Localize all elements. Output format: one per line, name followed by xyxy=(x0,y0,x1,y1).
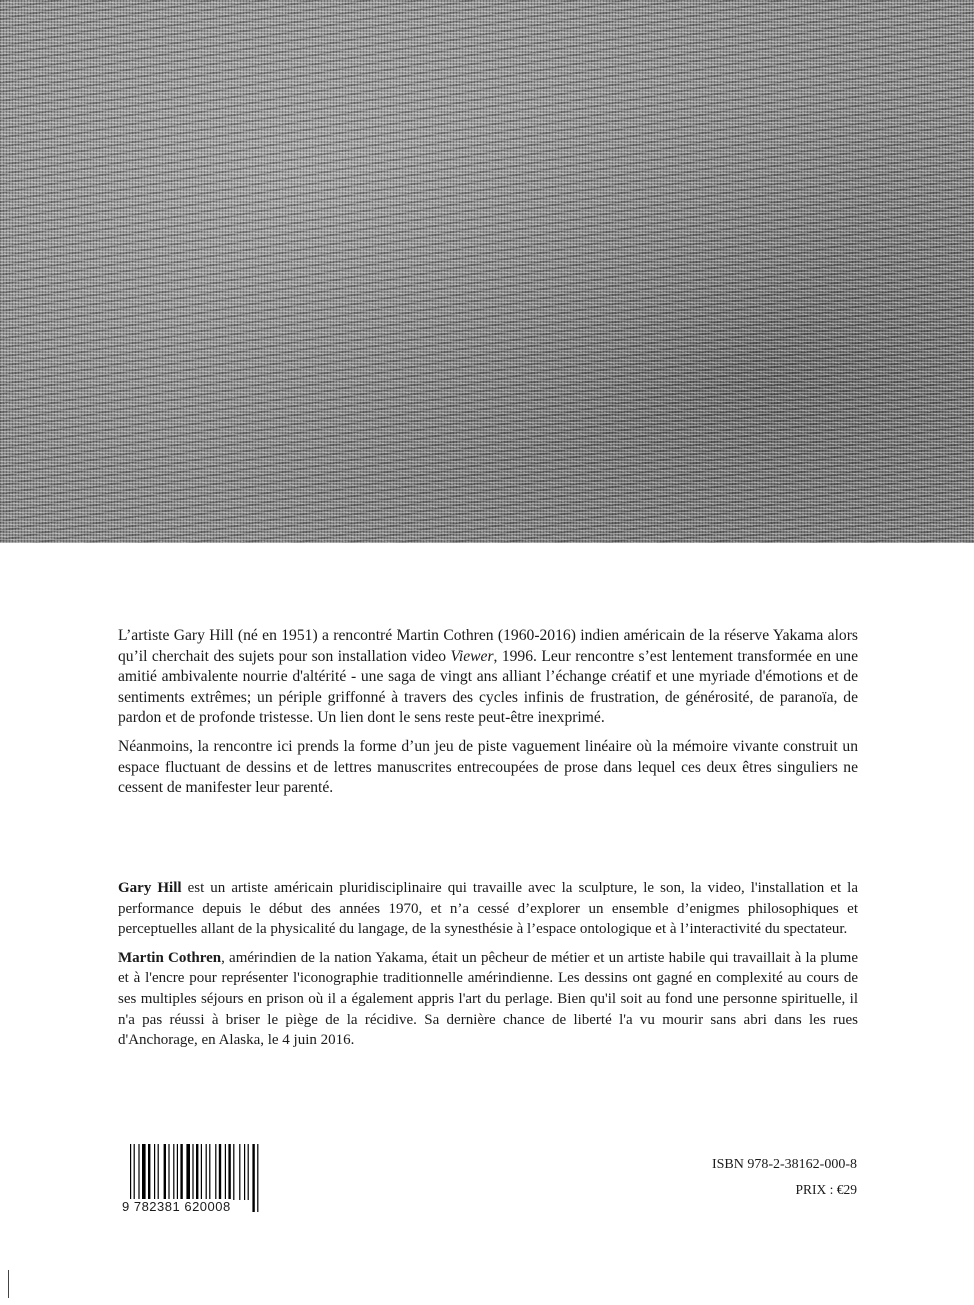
barcode-bar xyxy=(173,1144,174,1200)
bio-martin-cothren xyxy=(118,948,858,1051)
barcode-bar xyxy=(192,1144,193,1200)
barcode-bar xyxy=(215,1144,216,1200)
barcode-bar xyxy=(148,1144,150,1200)
barcode-bar xyxy=(233,1144,234,1200)
barcode-bar xyxy=(142,1144,146,1200)
barcode-bar xyxy=(164,1144,166,1200)
bio-text: , amérindien de la nation Yakama, était un pêcheur de métier et un artiste habile qui travaillait à la plume et à l'encre pour représenter l'iconographie traditionnelle amérindienne. Les dessins ont gagné en complexité au cours de ses multiples séjours en prison où il a également appris l'art du perlage. Bien qu'il soit au fond une personne spirituelle, il n'a pas réussi à briser le piège de la récidive. Sa dernière chance de liberté l'a vu mourir sans abri dans les rues d'Anchorage, en Alaska, le 4 juin 2016. xyxy=(118,949,858,1049)
barcode-bar xyxy=(206,1144,207,1200)
barcode-bar xyxy=(225,1144,226,1200)
author-bios xyxy=(118,878,858,1059)
barcode-bar xyxy=(248,1144,249,1200)
barcode-bar xyxy=(228,1144,230,1200)
barcode-bar xyxy=(252,1144,254,1212)
barcode-bar xyxy=(138,1144,139,1200)
synopsis xyxy=(118,626,858,807)
cover-artwork-texture xyxy=(0,0,974,543)
isbn: ISBN 978-2-38162-000-8 xyxy=(711,1157,857,1172)
crop-mark xyxy=(8,1270,9,1298)
barcode-bar xyxy=(168,1144,169,1200)
artwork-title: Viewer xyxy=(450,647,494,665)
text: , 1996. Leur rencontre s’est lentement transformée en une amitié ambivalente nourrie d'altérité - une saga de vingt ans alliant l’échange créatif et une myriade d'émotions et de sentiments extrêmes; un périple griffonné à travers des cycles infinis de frustration, de générosité, de paranoïa, de pardon et de profonde tristesse. Un lien dont le sens reste peut-être inexprimé. xyxy=(118,647,858,727)
barcode-bar xyxy=(186,1144,190,1200)
barcode-bar xyxy=(219,1144,221,1200)
author-name: Gary Hill xyxy=(118,880,182,896)
bio-gary-hill xyxy=(118,878,858,940)
barcode-bar xyxy=(257,1144,258,1212)
barcode-bar xyxy=(239,1144,240,1200)
barcode-bar xyxy=(158,1144,159,1200)
text: L’artiste Gary Hill (né en 1951) a rencontré Martin Cothren (1960-2016) indien américain de la réserve Yakama alors qu’il cherchait des sujets pour son installation video xyxy=(118,627,858,665)
author-name: Martin Cothren xyxy=(118,949,222,966)
barcode-bar xyxy=(209,1144,210,1200)
barcode-digits: 9 782381 620008 xyxy=(122,1199,231,1214)
price: PRIX : €29 xyxy=(795,1182,857,1197)
synopsis-paragraph-2: Néanmoins, la rencontre ici prends la forme d’un jeu de piste vaguement linéaire où la mémoire vivante construit un espace fluctuant de dessins et de lettres manuscrites entrecoupées de prose dans lequel ces deux êtres singuliers ne cessent de manifester leur parenté. xyxy=(118,737,858,797)
barcode-bar xyxy=(177,1144,178,1200)
barcode-bar xyxy=(244,1144,245,1200)
bio-text: est un artiste américain pluridisciplinaire qui travaille avec la sculpture, le son, la video, l'installation et la performance depuis le début des années 1970, et n’a cessé d’explorer un ensemble d’enigmes philosophiques et perceptuelles allant de la physicalité du langage, de la synesthésie à l’espace ontologique et à l’interactivité du spectateur. xyxy=(118,880,858,938)
synopsis-paragraph-1 xyxy=(118,626,858,729)
barcode-bar xyxy=(180,1144,182,1200)
barcode-bar xyxy=(154,1144,155,1200)
